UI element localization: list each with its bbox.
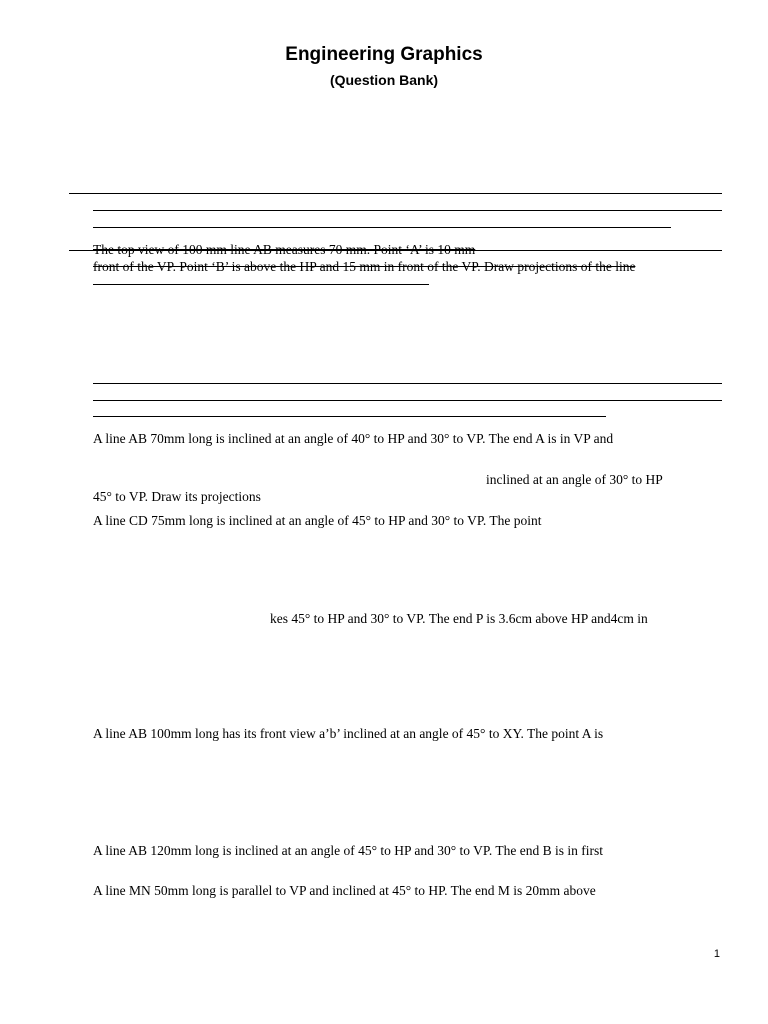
rule-line: [69, 193, 722, 194]
question-2-line-2: 45° to VP. Draw its projections: [93, 489, 261, 504]
question-3-line-1: A line CD 75mm long is inclined at an angle of 45° to HP and 30° to VP. The point: [93, 513, 542, 528]
question-7-line-1: A line MN 50mm long is parallel to VP and inclined at 45° to HP. The end M is 20mm above: [93, 883, 596, 898]
question-5-line-1: A line AB 100mm long has its front view a’b’ inclined at an angle of 45° to XY. The point A is: [93, 726, 604, 741]
question-2-line-1: A line AB 70mm long is inclined at an angle of 40° to HP and 30° to VP. The end A is in VP and: [93, 431, 614, 446]
rule-line: [93, 284, 429, 285]
question-6-line-1: A line AB 120mm long is inclined at an angle of 45° to HP and 30° to VP. The end B is in first: [93, 843, 604, 858]
rule-line: [93, 383, 722, 384]
page-number: 1: [713, 948, 720, 960]
rule-line: [93, 210, 722, 211]
question-4-fragment: kes 45° to HP and 30° to VP. The end P is 3.6cm above HP and4cm in: [270, 611, 648, 626]
rule-line: [93, 416, 606, 417]
question-1-line-1: The top view of 100 mm line AB measures 70 mm. Point ‘A’ is 10 mm: [93, 242, 476, 257]
question-1-line-2: front of the VP. Point ‘B’ is above the HP and 15 mm in front of the VP. Draw projections of the line: [93, 259, 636, 274]
rule-line: [93, 400, 722, 401]
rule-line: [93, 227, 671, 228]
page-title: Engineering Graphics: [285, 44, 483, 65]
page-subtitle: (Question Bank): [329, 72, 439, 88]
question-2-fragment: inclined at an angle of 30° to HP: [486, 472, 663, 487]
